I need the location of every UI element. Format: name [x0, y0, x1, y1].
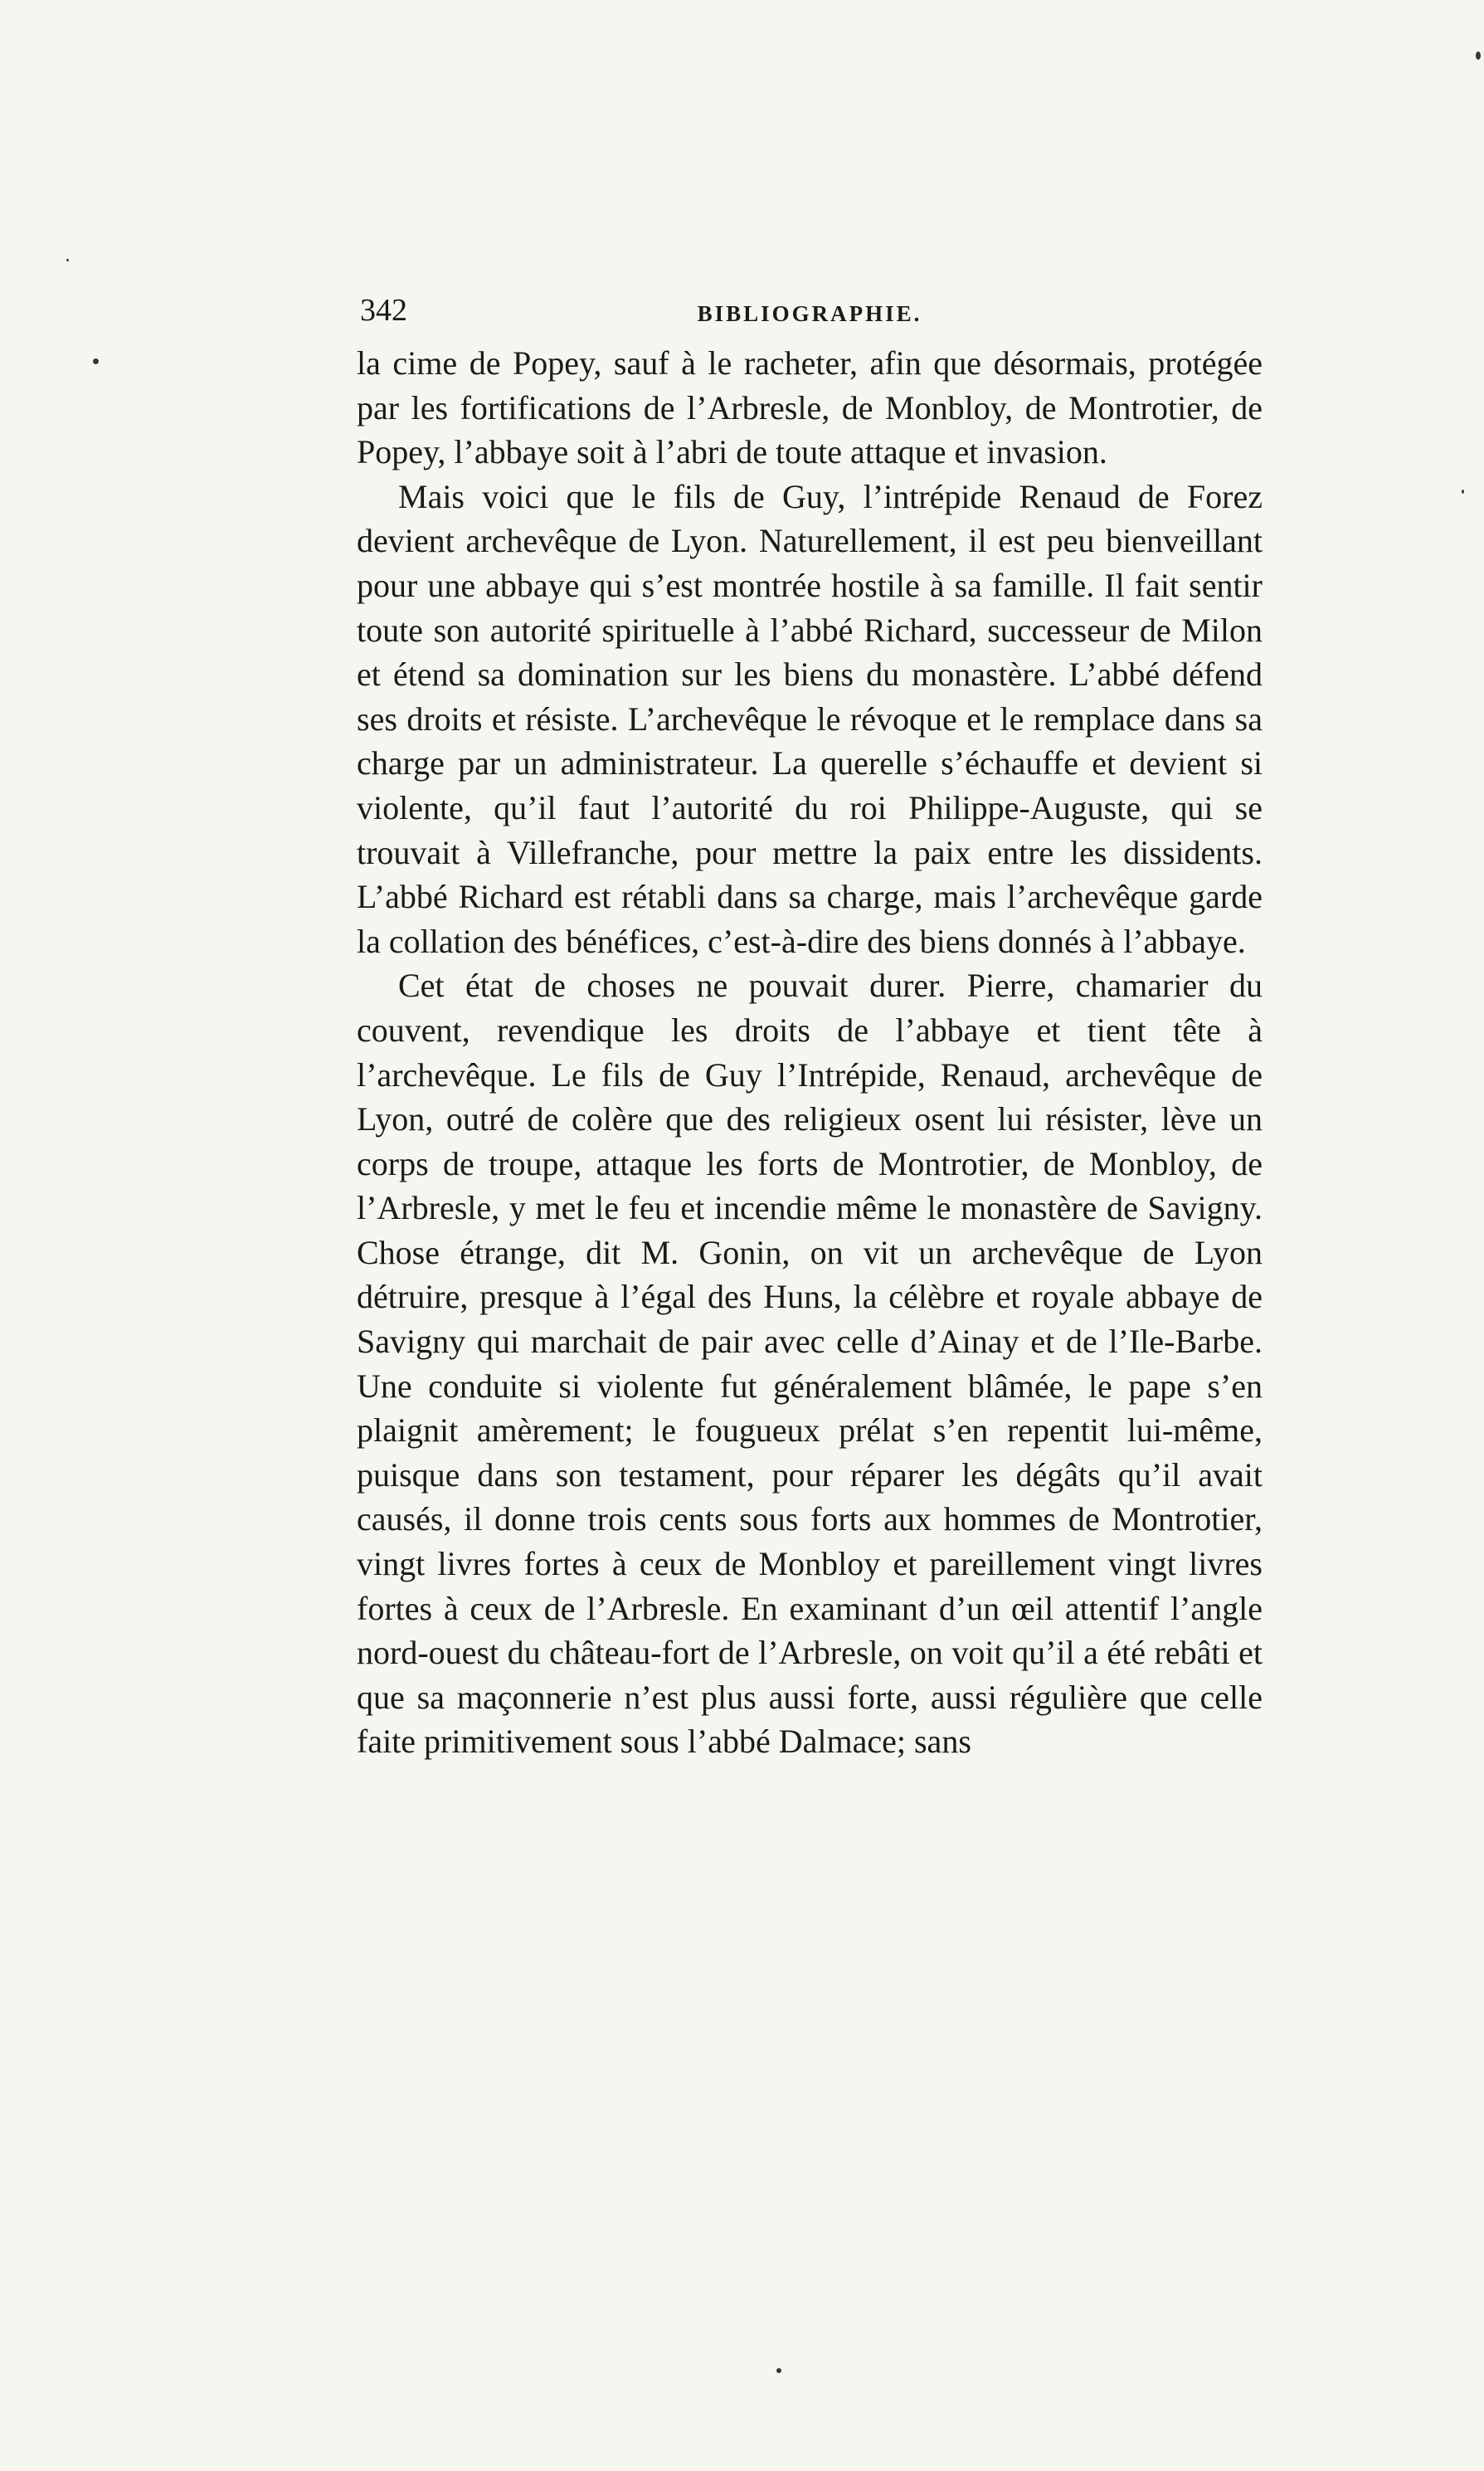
scan-speck: [1476, 51, 1481, 60]
page-header: [357, 295, 1263, 341]
paragraph-1: la cime de Popey, sauf à le racheter, afin que désormais, protégée par les fortifications de l’Arbresle, de Monbloy, de Montrotier, de Popey, l’abbaye soit à l’abri de toute attaque et invasion.: [357, 344, 1263, 471]
scan-speck: [776, 2368, 781, 2373]
scan-speck: [93, 358, 99, 364]
scan-speck: [1462, 490, 1464, 494]
scan-speck: [66, 259, 69, 261]
paragraph-2: Mais voici que le fils de Guy, l’intrépide Renaud de Forez devient archevêque de Lyon. Naturellement, il est peu bienveillant pour une abbaye qui s’est montrée hostile à sa famille. Il fait sentir toute son autorité spirituelle à l’abbé Richard, successeur de Milon et étend sa domination sur les biens du monastère. L’abbé défend ses droits et résiste. L’archevêque le révoque et le remplace dans sa charge par un administrateur. La querelle s’échauffe et devient si violente, qu’il faut l’autorité du roi Philippe-Auguste, qui se trouvait à Villefranche, pour mettre la paix entre les dissidents. L’abbé Richard est rétabli dans sa charge, mais l’archevêque garde la collation des bénéfices, c’est-à-dire des biens donnés à l’abbaye.: [357, 477, 1263, 960]
page-content: [357, 295, 1263, 1764]
body-text: [357, 341, 1263, 1764]
paragraph-3: Cet état de choses ne pouvait durer. Pierre, chamarier du couvent, revendique les droits de l’abbaye et tient tête à l’archevêque. Le fils de Guy l’Intrépide, Renaud, archevêque de Lyon, outré de colère que des religieux osent lui résister, lève un corps de troupe, attaque les forts de Montrotier, de Monbloy, de l’Arbresle, y met le feu et incendie même le monastère de Savigny. Chose étrange, dit M. Gonin, on vit un archevêque de Lyon détruire, presque à l’égal des Huns, la célèbre et royale abbaye de Savigny qui marchait de pair avec celle d’Ainay et de l’Ile-Barbe. Une conduite si violente fut généralement blâmée, le pape s’en plaignit amèrement; le fougueux prélat s’en repentit lui-même, puisque dans son testament, pour réparer les dégâts qu’il avait causés, il donne trois cents sous forts aux hommes de Montrotier, vingt livres fortes à ceux de Monbloy et pareillement vingt livres fortes à ceux de l’Arbresle. En examinant d’un œil attentif l’angle nord-ouest du château-fort de l’Arbresle, on voit qu’il a été rebâti et que sa maçonnerie n’est plus aussi forte, aussi régulière que celle faite primitivement sous l’abbé Dalmace; sans: [357, 967, 1263, 1761]
running-head: BIBLIOGRAPHIE.: [697, 301, 922, 326]
page-number: 342: [360, 293, 407, 328]
